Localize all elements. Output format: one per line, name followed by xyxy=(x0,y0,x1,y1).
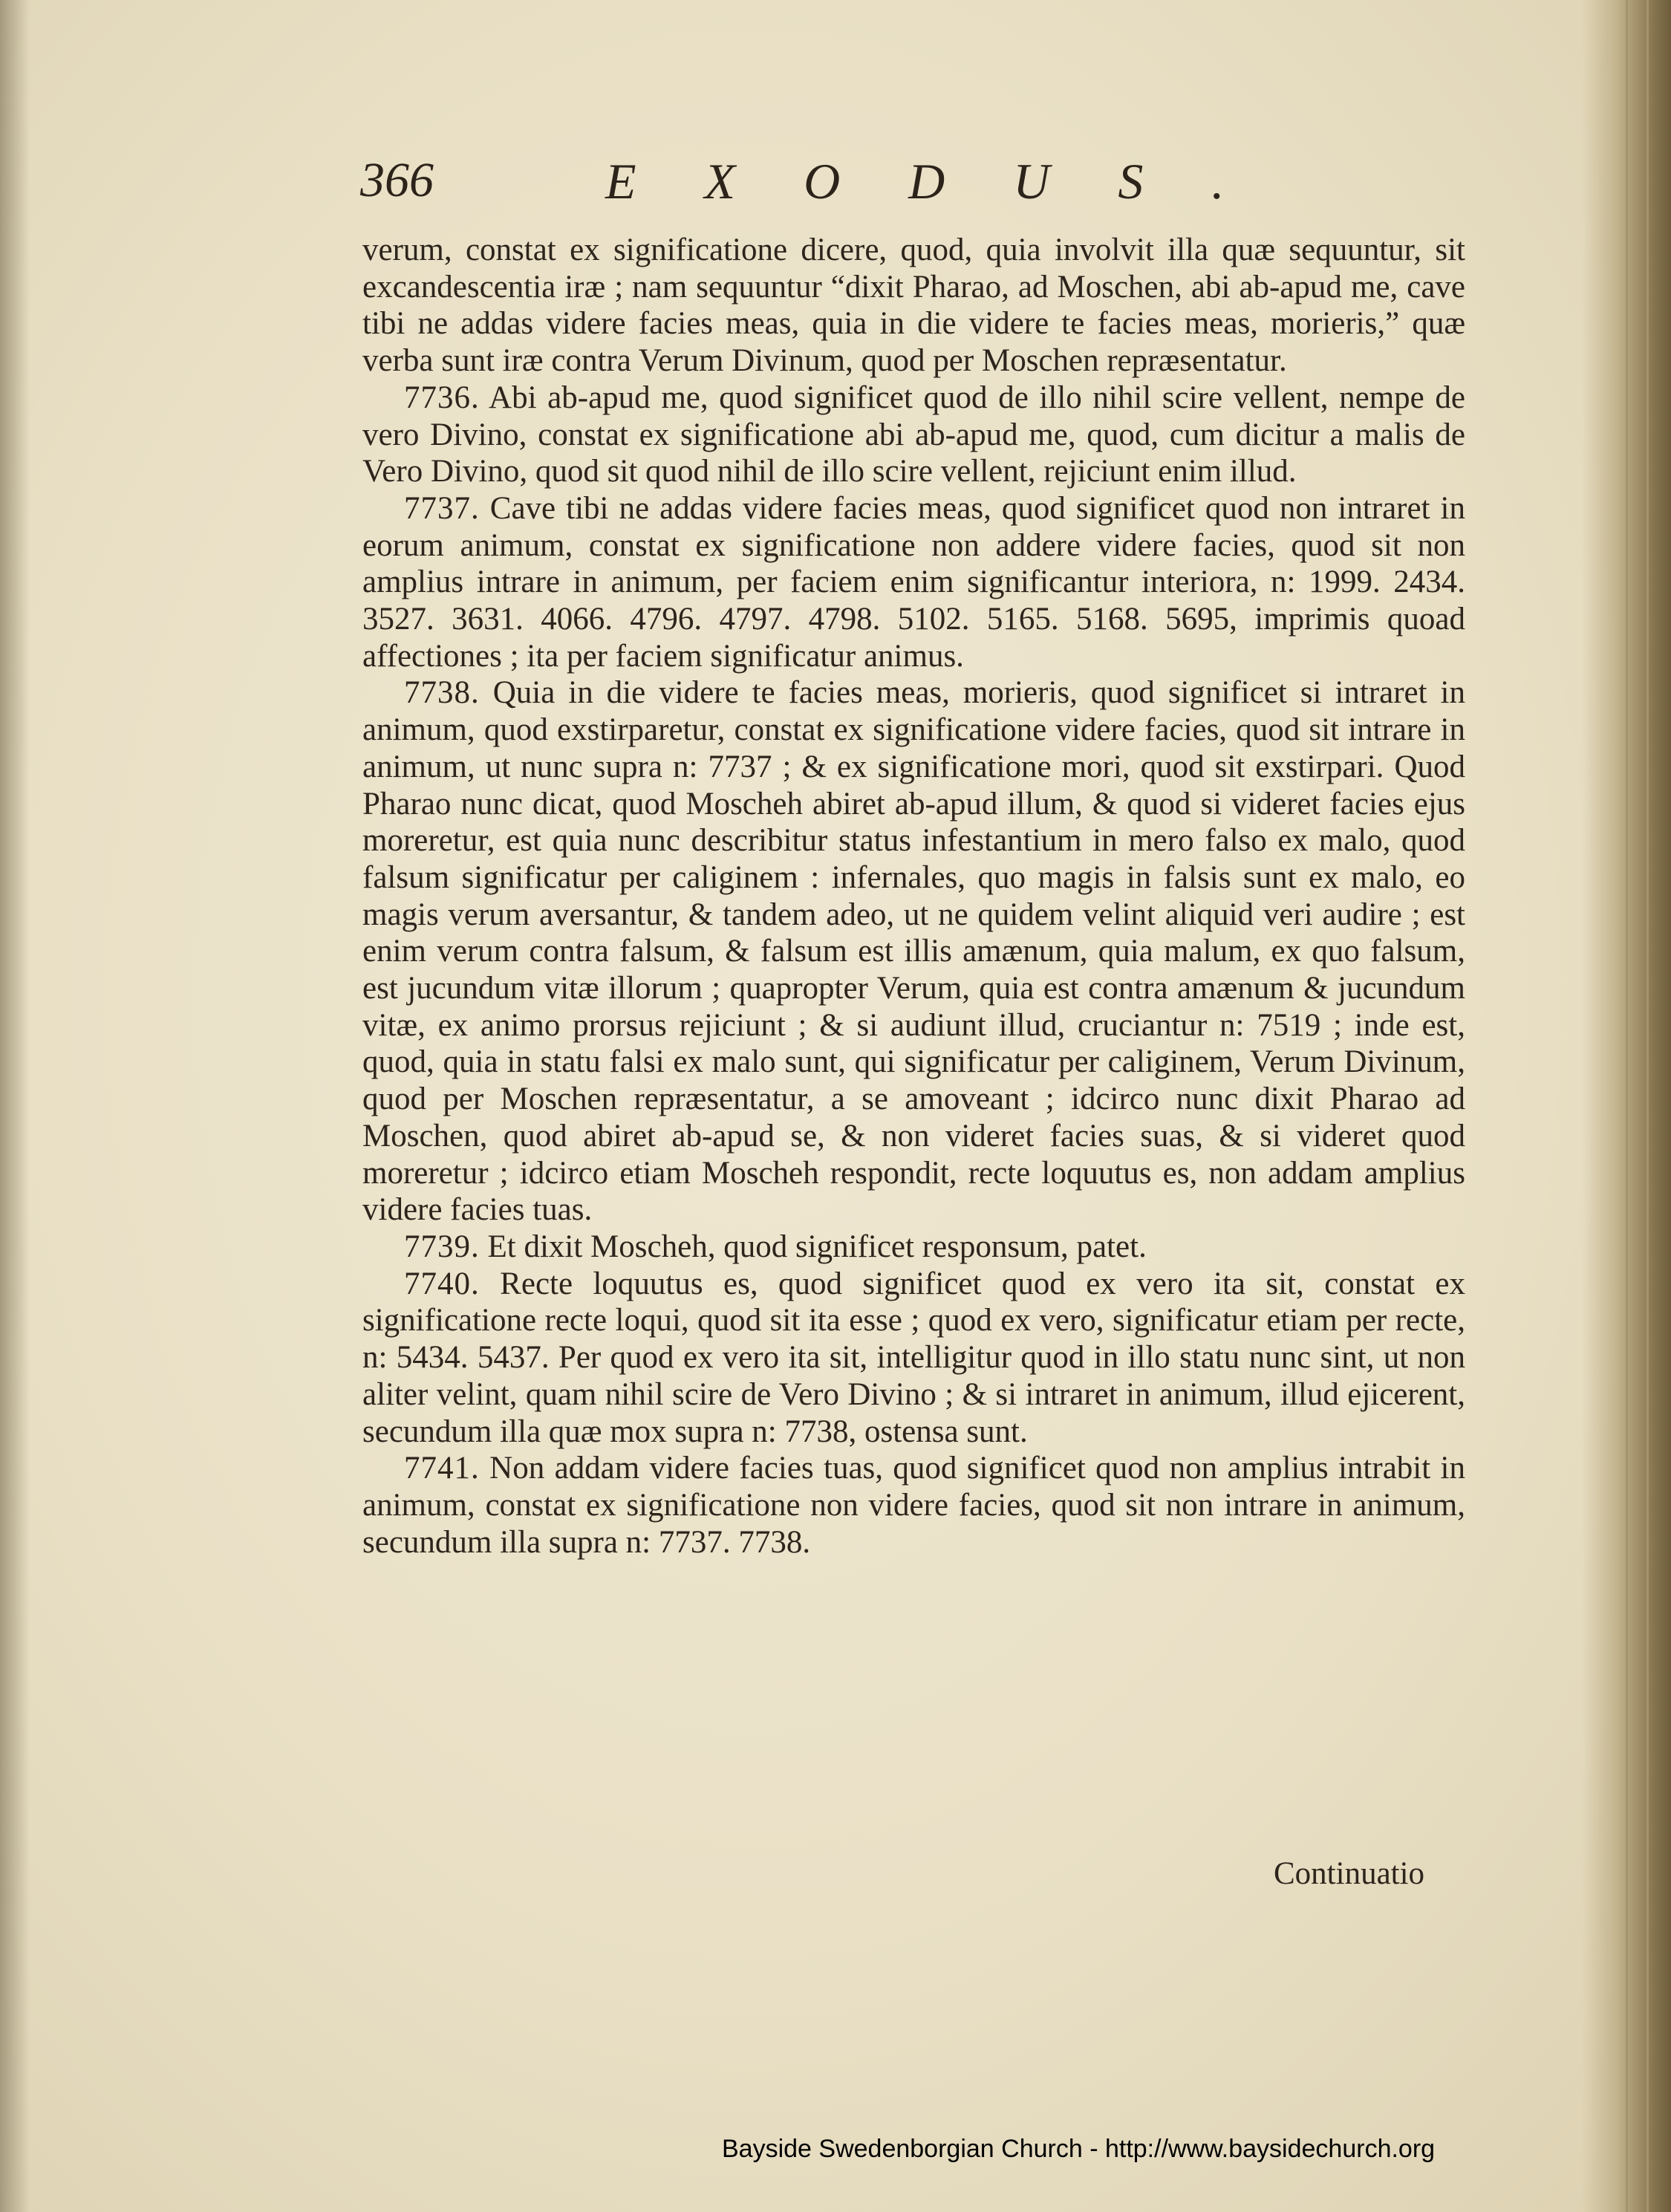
paragraph-text: Quia in die videre te facies meas, morieris, quod significet si intraret in animum, quod exstirparetur, constat ex significatione videre facies, quod sit intrare in animum, ut nunc supra n: 7737 ; & ex significatione mori, quod sit exstirpari. Quod Pharao nunc dicat, quod Moscheh abiret ab-apud illum, & quod si videret facies ejus moreretur, est quia nunc describitur status infestantium in mero falso ex malo, quod falsum significatur per caliginem : infernales, quo magis in falsis sunt ex malo, eo magis verum aversantur, & tandem adeo, ut ne quidem velint aliquid veri audire ; est enim verum contra falsum, & falsum est illis amænum, quia malum, ex quo falsum, est jucundum vitæ illorum ; quapropter Verum, quia est contra amænum & jucundum vitæ, ex animo prorsus rejiciunt ; & si audiunt illud, cruciantur n: 7519 ; inde est, quod, quia in statu falsi ex malo sunt, qui significatur per caliginem, Verum Divinum, quod per Moschen repræsentatur, a se amoveant ; idcirco nunc dixit Pharao ad Moschen, quod abiret ab-apud se, & non videret facies suas, & si videret quod moreretur ; idcirco etiam Moscheh respondit, recte loquutus es, non addam amplius videre facies tuas. xyxy=(362,675,1466,1228)
watermark-text: Bayside Swedenborgian Church - http://www.baysidechurch.org xyxy=(722,2135,1436,2163)
paragraph-number: 7738. xyxy=(404,675,480,711)
paragraph-number: 7739. xyxy=(404,1229,480,1264)
paragraph-text: Non addam videre facies tuas, quod significet quod non amplius intrabit in animum, constat ex significatione non videre facies, quod sit non intrare in animum, secundum illa supra n: 7737. 7738. xyxy=(362,1451,1465,1560)
paragraph-7737 xyxy=(362,490,1465,675)
page-number: 366 xyxy=(360,153,434,207)
running-title: EXODUS. xyxy=(605,153,1293,209)
catchword: Continuatio xyxy=(1274,1856,1425,1891)
page-edge-line xyxy=(1626,0,1628,2212)
page-header xyxy=(360,149,1474,223)
paragraph-number: 7737. xyxy=(404,490,480,526)
paragraph-7739 xyxy=(362,1229,1465,1266)
paragraph-number: 7740. xyxy=(404,1266,480,1301)
paragraph-7740 xyxy=(362,1266,1465,1451)
paragraph-text: Cave tibi ne addas videre facies meas, quod significet quod non intraret in eorum animum, constat ex significatione non addere videre facies, quod sit non amplius intrare in animum, per faciem enim significantur interiora, n: 1999. 2434. 3527. 3631. 4066. 4796. 4797. 4798. 5102. 5165. 5168. 5695, imprimis quoad affectiones ; ita per faciem significatur animus. xyxy=(362,490,1465,674)
paragraph-text: verum, constat ex significatione dicere, quod, quia involvit illa quæ sequuntur, sit excandescentia iræ ; nam sequuntur “dixit Pharao, ad Moschen, abi ab-apud me, cave tibi ne addas videre facies meas, quia in die videre te facies meas, morieris,” quæ verba sunt iræ contra Verum Divinum, quod per Moschen repræsentatur. xyxy=(362,232,1465,379)
paragraph-7738 xyxy=(362,674,1465,1229)
paragraph-continued xyxy=(362,232,1465,380)
paragraph-text: Et dixit Moscheh, quod significet responsum, patet. xyxy=(487,1229,1147,1264)
gutter-shadow xyxy=(0,0,30,2212)
paragraph-number: 7736. xyxy=(404,380,480,415)
page-edge-line xyxy=(1646,0,1649,2212)
body-text xyxy=(362,232,1465,1561)
paragraph-text: Abi ab-apud me, quod significet quod de illo nihil scire vellent, nempe de vero Divino, constat ex significatione abi ab-apud me, quod, cum dicitur a malis de Vero Divino, quod sit quod nihil de illo scire vellent, rejiciunt enim illud. xyxy=(362,380,1465,489)
paragraph-7736 xyxy=(362,380,1465,490)
paragraph-number: 7741. xyxy=(404,1451,480,1486)
paragraph-text: Recte loquutus es, quod significet quod ex vero ita sit, constat ex significatione recte loqui, quod sit ita esse ; quod ex vero, significatur etiam per recte, n: 5434. 5437. Per quod ex vero ita sit, intelligitur quod in illo statu nunc sint, ut non aliter velint, quam nihil scire de Vero Divino ; & si intraret in animum, illud ejicerent, secundum illa quæ mox supra n: 7738, ostensa sunt. xyxy=(362,1266,1466,1449)
paragraph-7741 xyxy=(362,1450,1465,1561)
